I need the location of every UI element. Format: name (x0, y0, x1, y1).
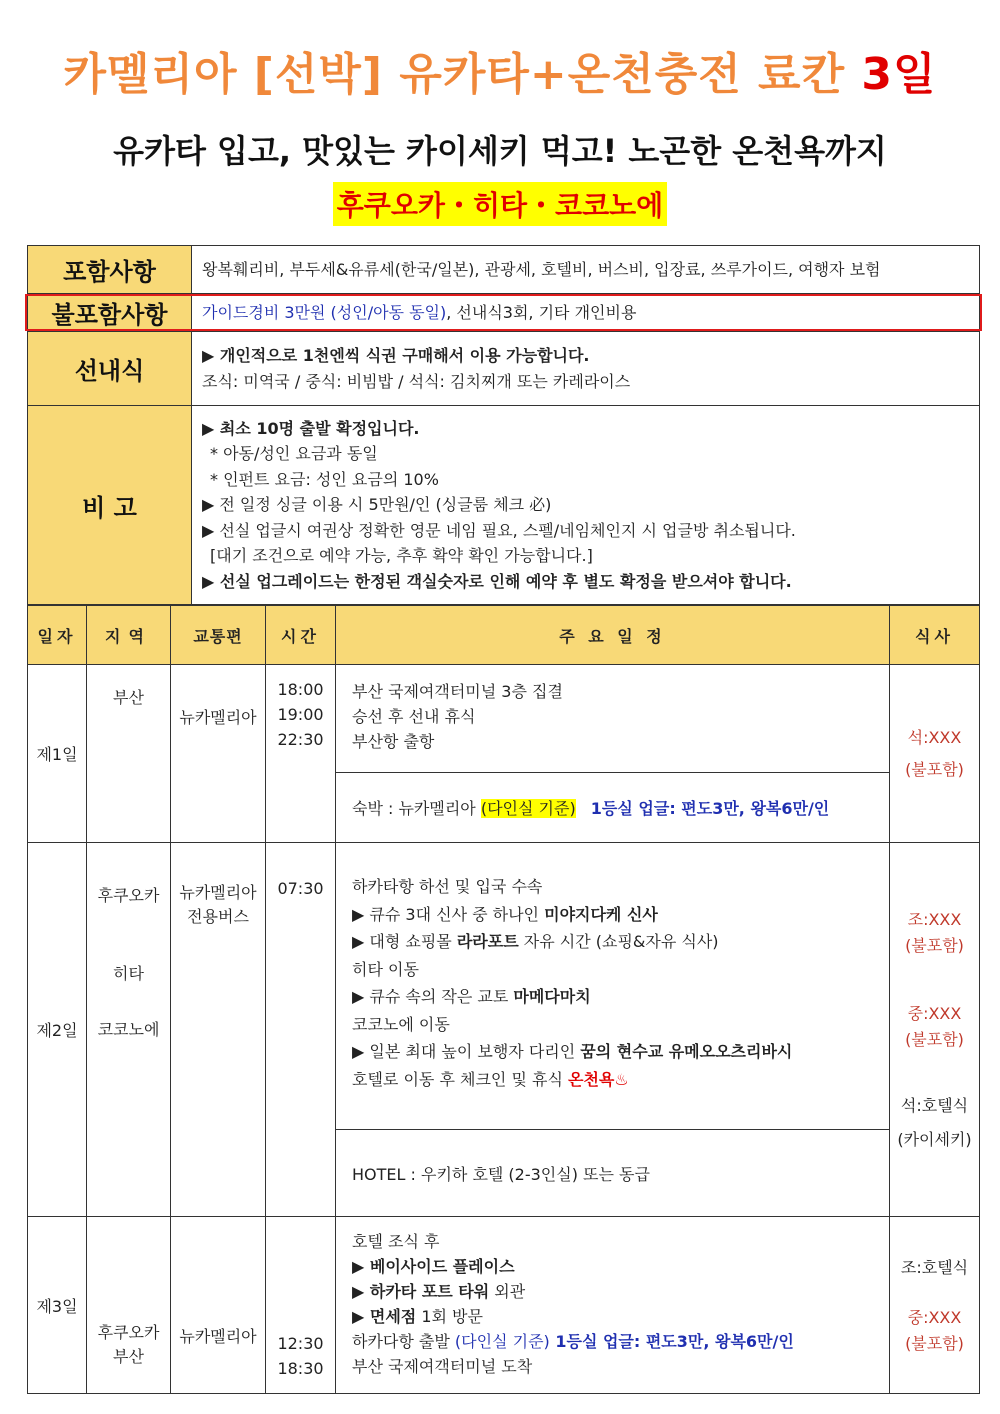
itinerary-item: 하카다항 출발 (다인실 기준) 1등실 업글: 편도3만, 왕복6만/인 (352, 1332, 794, 1351)
day2-itinerary (336, 843, 890, 1130)
itinerary-item: 호텔 조식 후 (352, 1232, 440, 1251)
time: 12:30 (277, 1334, 324, 1353)
itinerary-item: ▶ 큐슈 3대 신사 중 하나인 미야지다케 신사 (352, 904, 658, 924)
meal-note: (카이세키) (897, 1130, 972, 1149)
region: 부산 (113, 1347, 144, 1366)
note-line: ▶ 전 일정 싱글 이용 시 5만원/인 (싱글룸 체크 必) (202, 495, 552, 515)
day3-transport: 뉴카멜리아 (171, 1217, 266, 1394)
ship-meal-label: 선내식 (28, 332, 192, 406)
stay-prefix: 숙박 : 뉴카멜리아 (352, 799, 481, 818)
page-title (0, 38, 1000, 102)
schedule-table (27, 605, 980, 1394)
meal-dinner: 석:XXX (907, 727, 962, 747)
excluded-label: 불포함사항 (28, 294, 192, 332)
region: 후쿠오카 (97, 886, 160, 905)
excluded-highlight-box (25, 294, 982, 331)
itinerary-item: ▶ 큐슈 속의 작은 교토 마메다마치 (352, 987, 591, 1006)
hot-spring-icon: ♨ (614, 1069, 629, 1089)
stay-upgrade: 1등실 업글: 편도3만, 왕복6만/인 (590, 799, 830, 818)
itinerary-item: 승선 후 선내 휴식 (352, 707, 476, 726)
itinerary-item: 히타 이동 (352, 959, 419, 979)
itinerary-item: 부산항 출항 (352, 732, 435, 751)
ship-meal-line2: 조식: 미역국 / 중식: 비빔밥 / 석식: 김치찌개 또는 카레라이스 (202, 371, 631, 391)
ship-meal-text (192, 332, 980, 406)
title-days: 3일 (861, 49, 937, 100)
header-meal: 식사 (890, 606, 980, 665)
meal-note: (불포함) (905, 1334, 964, 1353)
meal-lunch: 중:XXX (907, 1308, 962, 1327)
excluded-rest: , 선내식3회, 기타 개인비용 (446, 302, 637, 322)
day3-meals (890, 1217, 980, 1394)
day3-regions (87, 1217, 171, 1394)
meal-note: (불포함) (905, 936, 964, 955)
guide-fee: 가이드경비 3만원 (성인/아동 동일) (202, 302, 447, 322)
day1-transport: 뉴카멜리아 (171, 665, 266, 843)
ship-meal-line1: ▶ 개인적으로 1천엔씩 식권 구매해서 이용 가능합니다. (202, 345, 590, 365)
region: 후쿠오카 (97, 1323, 160, 1342)
day2-transport (171, 843, 266, 1217)
time: 19:00 (277, 705, 324, 724)
note-line: * 아동/성인 요금과 동일 (210, 444, 378, 464)
itinerary-item: ▶ 일본 최대 높이 보행자 다리인 꿈의 현수교 유메오오츠리바시 (352, 1042, 793, 1061)
itinerary-item: ▶ 대형 쇼핑몰 라라포트 자유 시간 (쇼핑&자유 식사) (352, 932, 719, 951)
meal-note: (불포함) (905, 1030, 964, 1049)
note-line: ▶ 선실 업글시 여권상 정확한 영문 네임 필요, 스펠/네임체인지 시 업글방 취소됩니다. (202, 520, 796, 540)
header-region: 지역 (87, 606, 171, 665)
transport-ship: 뉴카멜리아 (179, 883, 257, 902)
day1-accommodation (336, 773, 890, 843)
note-line: ▶ 최소 10명 출발 확정입니다. (202, 418, 420, 438)
note-line: * 인펀트 요금: 성인 요금의 10% (210, 469, 439, 489)
time: 22:30 (277, 730, 324, 749)
day2-meals (890, 843, 980, 1217)
page-subtitle: 유카타 입고, 맛있는 카이세키 먹고! 노곤한 온천욕까지 (113, 132, 887, 170)
itinerary-item: ▶ 면세점 1회 방문 (352, 1307, 483, 1326)
region: 히타 (113, 964, 144, 983)
itinerary-item: 부산 국제여객터미널 도착 (352, 1357, 533, 1376)
header-transport: 교통편 (171, 606, 266, 665)
title-main: 카멜리아 [선박] 유카타+온천충전 료칸 (63, 49, 846, 100)
region-banner: 후쿠오카・히타・코코노에 (333, 182, 667, 226)
included-text: 왕복훼리비, 부두세&유류세(한국/일본), 관광세, 호텔비, 버스비, 입장료, 쓰루가이드, 여행자 보험 (192, 246, 980, 294)
header-time: 시간 (266, 606, 336, 665)
day2-time: 07:30 (266, 843, 336, 1217)
itinerary-item: ▶ 하카타 포트 타워 외관 (352, 1282, 526, 1301)
itinerary-item: 부산 국제여객터미널 3층 집결 (352, 682, 563, 701)
transport-bus: 전용버스 (187, 907, 249, 926)
note-line: ▶ 선실 업그레이드는 한정된 객실숫자로 인해 예약 후 별도 확정을 받으셔야 합니다. (202, 571, 792, 591)
included-label: 포함사항 (28, 246, 192, 294)
day2-hotel: HOTEL : 우키하 호텔 (2-3인실) 또는 동급 (336, 1130, 890, 1217)
time: 18:30 (277, 1359, 324, 1378)
day3-itinerary (336, 1217, 890, 1394)
day2-regions (87, 843, 171, 1217)
time: 18:00 (277, 680, 324, 699)
stay-basis: (다인실 기준) (480, 799, 576, 818)
notes-label: 비 고 (28, 406, 192, 605)
day3-label: 제3일 (28, 1217, 87, 1394)
meal-breakfast: 조:호텔식 (900, 1258, 969, 1277)
meal-dinner: 석:호텔식 (900, 1096, 969, 1115)
itinerary-item: 코코노에 이동 (352, 1014, 450, 1034)
day3-times (266, 1217, 336, 1394)
day2-label: 제2일 (28, 843, 87, 1217)
itinerary-item: 하카타항 하선 및 입국 수속 (352, 877, 543, 896)
meal-breakfast: 조:XXX (907, 910, 962, 929)
note-line: [대기 조건으로 예약 가능, 추후 확약 확인 가능합니다.] (210, 546, 593, 566)
day1-itinerary (336, 665, 890, 773)
day1-region: 부산 (87, 665, 171, 843)
meal-lunch: 중:XXX (907, 1004, 962, 1023)
header-date: 일자 (28, 606, 87, 665)
notes-text (192, 406, 980, 605)
day1-times (266, 665, 336, 843)
day1-meals (890, 665, 980, 843)
meal-note: (불포함) (905, 759, 964, 779)
itinerary-item: 호텔로 이동 후 체크인 및 휴식 온천욕♨ (352, 1069, 629, 1089)
header-itinerary: 주 요 일 정 (336, 606, 890, 665)
itinerary-item: ▶ 베이사이드 플레이스 (352, 1257, 515, 1276)
region: 코코노에 (97, 1020, 160, 1039)
day1-label: 제1일 (28, 665, 87, 843)
